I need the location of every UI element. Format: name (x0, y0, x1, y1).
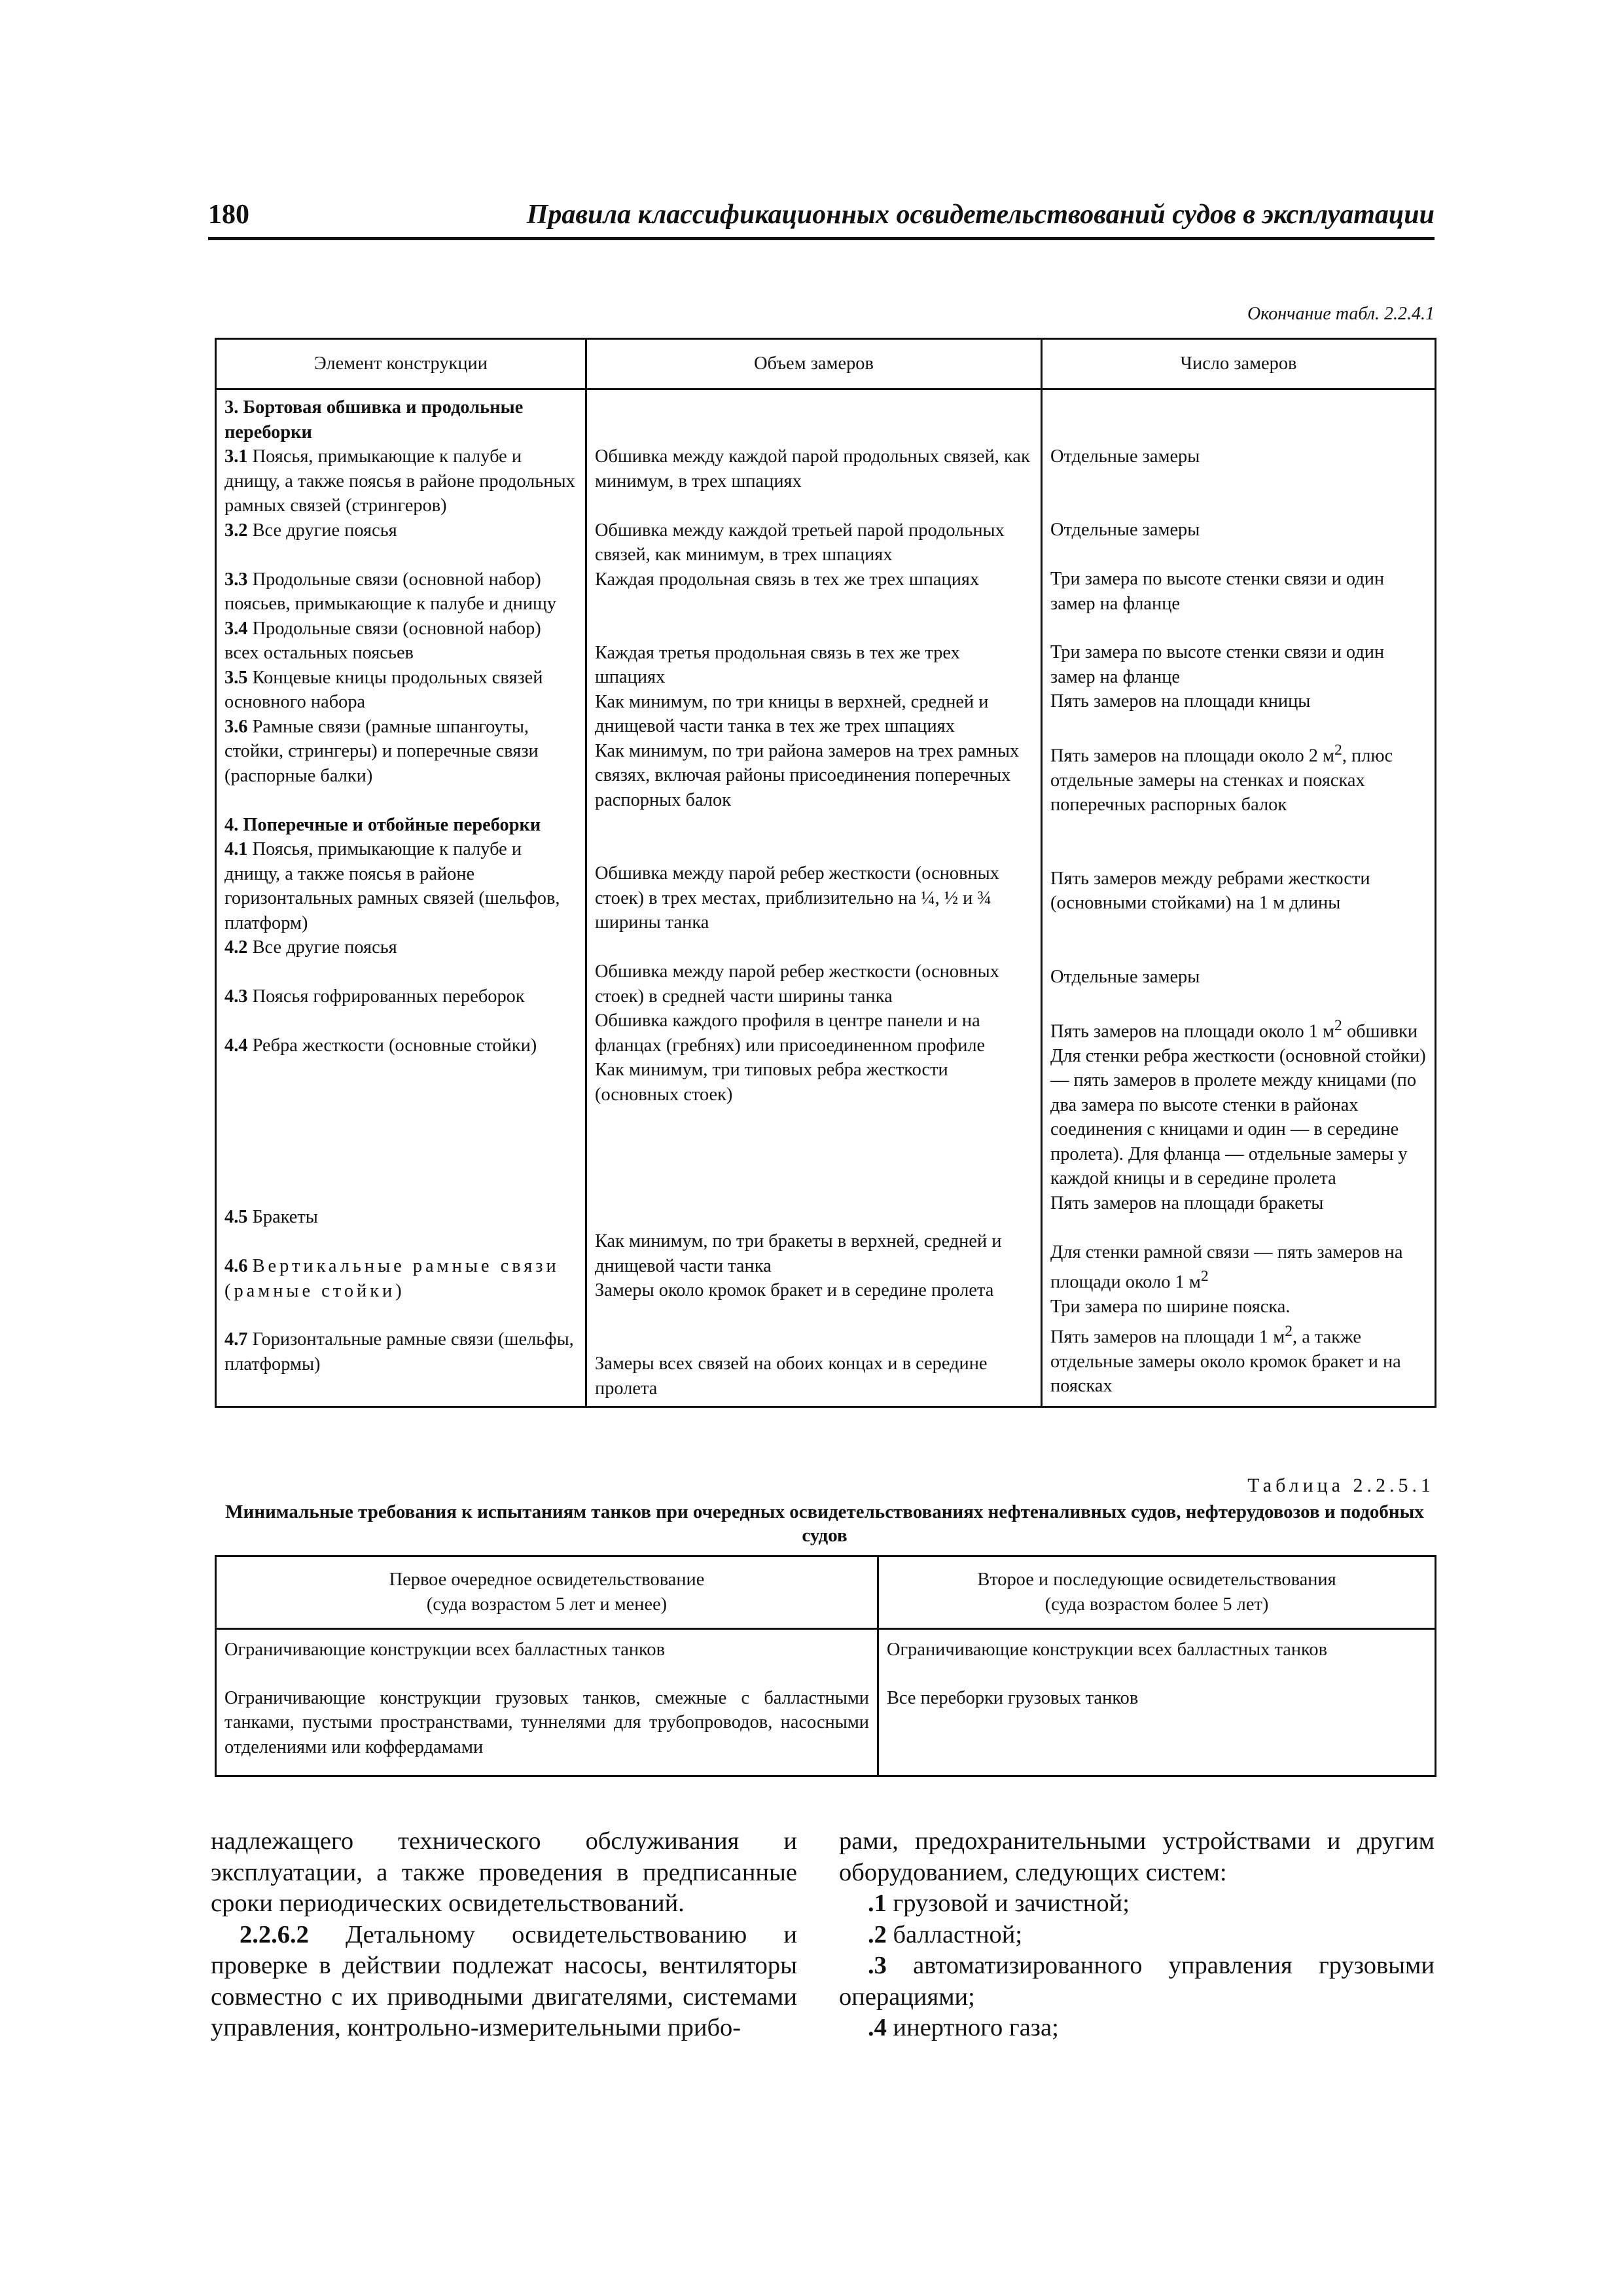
row-4-1-element: 4.1 Пояcья, примыкающие к палубе и днищу, а также пояcья в районе горизонтальных рамных связей (шельфов, платформ) (224, 839, 560, 933)
row-3-1-count: Отдельные замеры (1050, 446, 1200, 467)
scope-cell (586, 389, 1042, 1407)
row-4-6-count: Для стенки рамной связи — пять замеров на площади около 1 $м^2$ Три замера по ширине пояска. (1050, 1242, 1403, 1318)
measurements-table (215, 338, 1436, 1408)
row-3-1-scope: Обшивка между каждой парой продольных связей, как минимум, в трех шпациях (595, 446, 1030, 492)
body-paragraph-2-2-6-2: 2.2.6.2 Детальному освидетельствованию и проверке в действии подлежат насосы, вентиляторы совместно с их приводными двигателями, системами управления, контрольно-измерительными прибо- (211, 1920, 797, 2041)
list-item: .4 инертного газа; (868, 2014, 1059, 2041)
row-3-2-scope: Обшивка между каждой третьей парой продольных связей, как минимум, в трех шпациях (595, 520, 1005, 565)
column-header-first-survey: Первое очередное освидетельствование (суда возрастом 5 лет и менее) (216, 1556, 878, 1629)
row-4-5-count: Пять замеров на площади бракеты (1050, 1193, 1324, 1213)
table-header-row (216, 339, 1436, 389)
table-row (216, 1682, 1436, 1776)
row-4-5-element: 4.5 Бракеты (224, 1207, 318, 1227)
row-4-3-element: 4.3 Пояcья гофрированных переборок (224, 986, 525, 1007)
tank-testing-table (215, 1555, 1436, 1777)
table-title: Минимальные требования к испытаниям танков при очередных освидетельствованиях нефтеналивных судов, нефтерудовозов и подобных судов (225, 1501, 1424, 1546)
page-header (208, 196, 1435, 240)
row-4-2-scope: Обшивка между парой ребер жесткости (основных стоек) в средней части ширины танка (595, 961, 999, 1007)
row-3-2-element: 3.2 Все другие пояcья (224, 520, 397, 541)
table-number: Таблица 2.2.5.1 (1247, 1475, 1435, 1496)
row-4-4-count: Для стенки ребра жесткости (основной стойки) — пять замеров в пролете между кницами (по два замера по высоте стенки в районах соединения с кницами и один — в середине пролета). Для фланца — отдельные замеры у каждой кницы и в середине пролета (1050, 1045, 1426, 1189)
element-cell (216, 389, 586, 1407)
list-item: .3 автоматизированного управления грузовыми операциями; (839, 1952, 1435, 2011)
row-3-3-scope: Каждая продольная связь в тех же трех шпациях (595, 569, 980, 590)
row-3-6-element: 3.6 Рамные связи (рамные шпангоуты, стойки, стрингеры) и поперечные связи (распорные балки) (224, 716, 539, 786)
section-heading-4: 4. Поперечные и отбойные переборки (224, 814, 541, 835)
row-3-5-count: Пять замеров на площади кницы (1050, 691, 1311, 711)
column-header-subsequent-surveys: Второе и последующие освидетельствования (суда возрастом более 5 лет) (878, 1556, 1436, 1629)
count-cell (1042, 389, 1436, 1407)
first-survey-cell: Ограничивающие конструкции всех балластных танков (216, 1629, 878, 1682)
row-4-5-scope: Как минимум, по три бракеты в верхней, средней и днищевой части танка (595, 1231, 1002, 1276)
column-header-scope: Объем замеров (586, 339, 1042, 389)
body-paragraph: рами, предохранительными устройствами и другим оборудованием, следующих систем: (839, 1827, 1435, 1886)
body-text-right-column (839, 1826, 1435, 2044)
table-header-row (216, 1556, 1436, 1629)
row-4-7-element: 4.7 Горизонтальные рамные связи (шельфы, платформы) (224, 1329, 574, 1374)
running-title: Правила классификационных освидетельствований судов в эксплуатации (526, 200, 1435, 230)
column-header-count: Число замеров (1042, 339, 1436, 389)
row-3-3-count: Три замера по высоте стенки связи и один замер на фланце (1050, 569, 1385, 614)
row-3-5-element: 3.5 Концевые кницы продольных связей основного набора (224, 667, 543, 712)
body-paragraph: надлежащего технического обслуживания и эксплуатации, а также проведения в предписанные сроки периодических освидетельствований. (211, 1827, 797, 1917)
row-3-6-count: Пять замеров на площади около 2 $м^2$, плюс отдельные замеры на стенках и поясках поперечных распорных балок (1050, 742, 1393, 816)
column-header-element: Элемент конструкции (216, 339, 586, 389)
row-3-4-element: 3.4 Продольные связи (основной набор) всех остальных пояcьев (224, 618, 541, 663)
list-item: .2 балластной; (868, 1920, 1023, 1948)
row-4-1-scope: Обшивка между парой ребер жесткости (основных стоек) в трех местах, приблизительно на ¼, ½ и ¾ ширины танка (595, 863, 999, 933)
row-4-6-scope: Замеры около кромок бракет и в середине пролета (595, 1280, 994, 1300)
row-4-4-scope: Как минимум, три типовых ребра жесткости (основных стоек) (595, 1060, 948, 1105)
row-3-2-count: Отдельные замеры (1050, 520, 1200, 540)
row-3-4-scope: Каждая третья продольная связь в тех же трех шпациях (595, 642, 960, 687)
row-4-7-count: Пять замеров на площади 1 $м^2$, а также отдельные замеры около кромок бракет и на поясках (1050, 1322, 1401, 1397)
page-number: 180 (208, 200, 249, 230)
row-4-2-count: Отдельные замеры (1050, 966, 1200, 987)
row-4-3-count: Пять замеров на площади около 1 $м^2$ обшивки (1050, 1016, 1418, 1042)
body-text-left-column (211, 1826, 797, 2044)
row-4-3-scope: Обшивка каждого профиля в центре панели и на фланцах (гребнях) или присоединенном профиле (595, 1011, 986, 1056)
row-4-2-element: 4.2 Все другие пояcья (224, 937, 397, 958)
row-4-4-element: 4.4 Ребра жесткости (основные стойки) (224, 1035, 537, 1056)
row-3-4-count: Три замера по высоте стенки связи и один замер на фланце (1050, 642, 1385, 687)
subsequent-survey-cell: Ограничивающие конструкции всех балластных танков (878, 1629, 1436, 1682)
table-row (216, 1629, 1436, 1682)
table-row (216, 389, 1436, 1407)
subsequent-survey-cell: Все переборки грузовых танков (878, 1682, 1436, 1776)
row-3-3-element: 3.3 Продольные связи (основной набор) пояcьев, примыкающие к палубе и днищу (224, 569, 557, 614)
row-4-1-count: Пять замеров между ребрами жесткости (основными стойками) на 1 м длины (1050, 868, 1370, 914)
row-3-6-scope: Как минимум, по три района замеров на трех рамных связях, включая районы присоединения поперечных распорных балок (595, 740, 1020, 810)
table-continuation-note: Окончание табл. 2.2.4.1 (1247, 304, 1435, 324)
row-4-7-scope: Замеры всех связей на обоих концах и в середине пролета (595, 1354, 988, 1399)
row-3-1-element: 3.1 Пояcья, примыкающие к палубе и днищу, а также пояcья в районе продольных рамных связей (стрингеров) (224, 446, 575, 516)
list-item: .1 грузовой и зачистной; (868, 1890, 1130, 1917)
row-4-6-element: 4.6 Вертикальные рамные связи (рамные стойки) (224, 1256, 560, 1301)
first-survey-cell: Ограничивающие конструкции грузовых танков, смежные с балластными танками, пустыми пространствами, туннелями для трубопроводов, насосными отделениями или коффердамами (216, 1682, 878, 1776)
row-3-5-scope: Как минимум, по три кницы в верхней, средней и днищевой части танка в тех же трех шпациях (595, 691, 989, 736)
section-heading-3: 3. Бортовая обшивка и продольные переборки (224, 397, 524, 442)
